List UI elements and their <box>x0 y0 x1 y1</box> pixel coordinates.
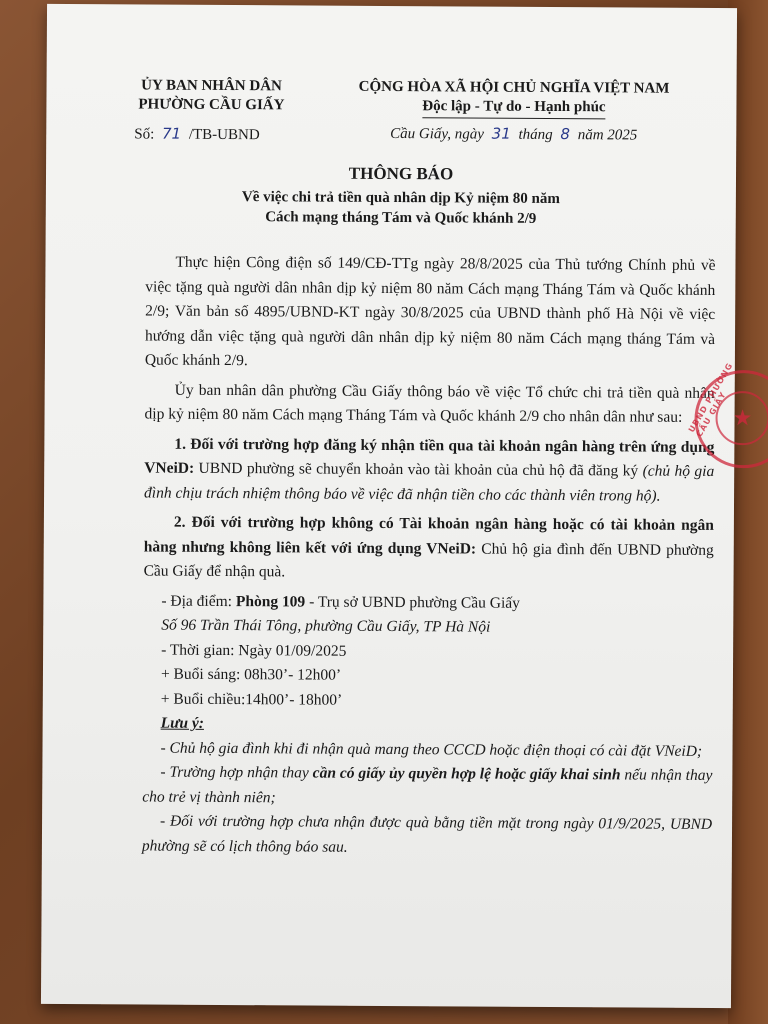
handwritten-number: 71 <box>161 124 182 143</box>
morning-line: + Buổi sáng: 08h30’- 12h00’ <box>160 665 342 684</box>
date-suffix: năm 2025 <box>577 127 638 144</box>
document-body <box>142 251 716 862</box>
nation-name: CỘNG HÒA XÃ HỘI CHỦ NGHĨA VIỆT NAM <box>358 78 670 97</box>
document-subtitle <box>106 186 696 230</box>
national-motto: Độc lập - Tự do - Hạnh phúc <box>422 97 605 119</box>
note-2-start: - Trường hợp nhận thay <box>160 763 309 782</box>
subtitle-line-1: Về việc chi trả tiền quà nhân dịp Kỷ niệm 80 năm <box>241 189 560 208</box>
date-prefix: Cầu Giấy, ngày <box>390 126 484 143</box>
item-1-heading: 1. Đối với trường hợp đăng ký nhận tiền qua tài khoản ngân hàng trên ứng dụng VNeiD: <box>144 435 715 477</box>
number-prefix: Số: <box>134 126 155 143</box>
location-label: - Địa điểm: <box>161 592 233 610</box>
note-3: - Đối với trường hợp chưa nhận được quà bằng tiền mặt trong ngày 01/9/2025, UBND phường sẽ có lịch thông báo sau. <box>141 812 713 856</box>
handwritten-day: 31 <box>491 124 511 143</box>
location-room: Phòng 109 <box>235 592 306 610</box>
seal-text: UBND PHƯỜNG CẦU GIẤY <box>686 361 735 439</box>
note-heading: Lưu ý: <box>160 714 205 732</box>
note-2 <box>142 760 712 812</box>
authority-line-1: ỦY BAN NHÂN DÂN <box>141 77 282 95</box>
item-2-heading: 2. Đối với trường hợp không có Tài khoản ngân hàng hoặc có tài khoản ngân hàng nhưng không liên kết với ứng dụng VNeiD: <box>143 513 714 558</box>
notice-document <box>41 4 753 1008</box>
issue-date <box>346 124 681 145</box>
note-1: - Chủ hộ gia đình khi đi nhận quà mang theo CCCD hoặc điện thoại có cài đặt VNeiD; <box>160 739 703 760</box>
item-2 <box>144 511 714 588</box>
item-1 <box>144 432 714 509</box>
item-1-note: (chủ hộ gia đình chịu trách nhiệm thông báo về việc đã nhận tiền cho các thành viên trong hộ). <box>144 462 715 505</box>
item-2-text: Chủ hộ gia đình đến UBND phường Cầu Giấy để nhận quà. <box>143 540 714 581</box>
paragraph-announcement: Ủy ban nhân dân phường Cầu Giấy thông báo về việc Tổ chức chi trả tiền quà nhân dịp kỷ niệm 80 năm Cách mạng Tháng Tám và Quốc khánh 2/9 cho nhân dân như sau: <box>144 381 715 426</box>
afternoon-line: + Buổi chiều:14h00’- 18h00’ <box>160 690 343 709</box>
issuing-authority <box>106 76 316 115</box>
star-emblem-icon: ★ <box>715 391 768 445</box>
document-number <box>134 124 260 144</box>
number-suffix: /TB-UBND <box>188 126 260 144</box>
subtitle-line-2: Cách mạng tháng Tám và Quốc khánh 2/9 <box>265 209 537 227</box>
address-line: Số 96 Trần Thái Tông, phường Cầu Giấy, TP Hà Nội <box>161 616 491 636</box>
paragraph-basis: Thực hiện Công điện số 149/CĐ-TTg ngày 28/8/2025 của Thủ tướng Chính phủ về việc tặng quà người dân nhân dịp kỷ niệm 80 năm Cách mạng Tháng Tám và Quốc khánh 2/9; Văn bản số 4895/UBND-KT ngày 30/8/2025 của UBND thành phố Hà Nội về việc hướng dẫn việc tặng quà người dân nhân dịp kỷ niệm 80 năm Cách mạng tháng Tám và Quốc khánh 2/9. <box>144 253 716 370</box>
note-2-end: nếu nhận thay cho trẻ vị thành niên; <box>142 766 713 806</box>
document-title: THÔNG BÁO <box>348 163 454 184</box>
time-line: - Thời gian: Ngày 01/09/2025 <box>161 641 347 660</box>
date-mid: tháng <box>518 126 553 143</box>
handwritten-month: 8 <box>560 125 571 144</box>
location-rest: - Trụ sở UBND phường Cầu Giấy <box>309 593 520 612</box>
authority-line-2: PHƯỜNG CẦU GIẤY <box>138 96 285 114</box>
location-line <box>143 589 713 617</box>
item-1-text: UBND phường sẽ chuyển khoản vào tài khoản của chủ hộ đã đăng ký <box>198 459 639 480</box>
note-2-emphasis: cần có giấy ủy quyền hợp lệ hoặc giấy khai sinh <box>312 764 621 784</box>
national-header <box>346 78 681 120</box>
